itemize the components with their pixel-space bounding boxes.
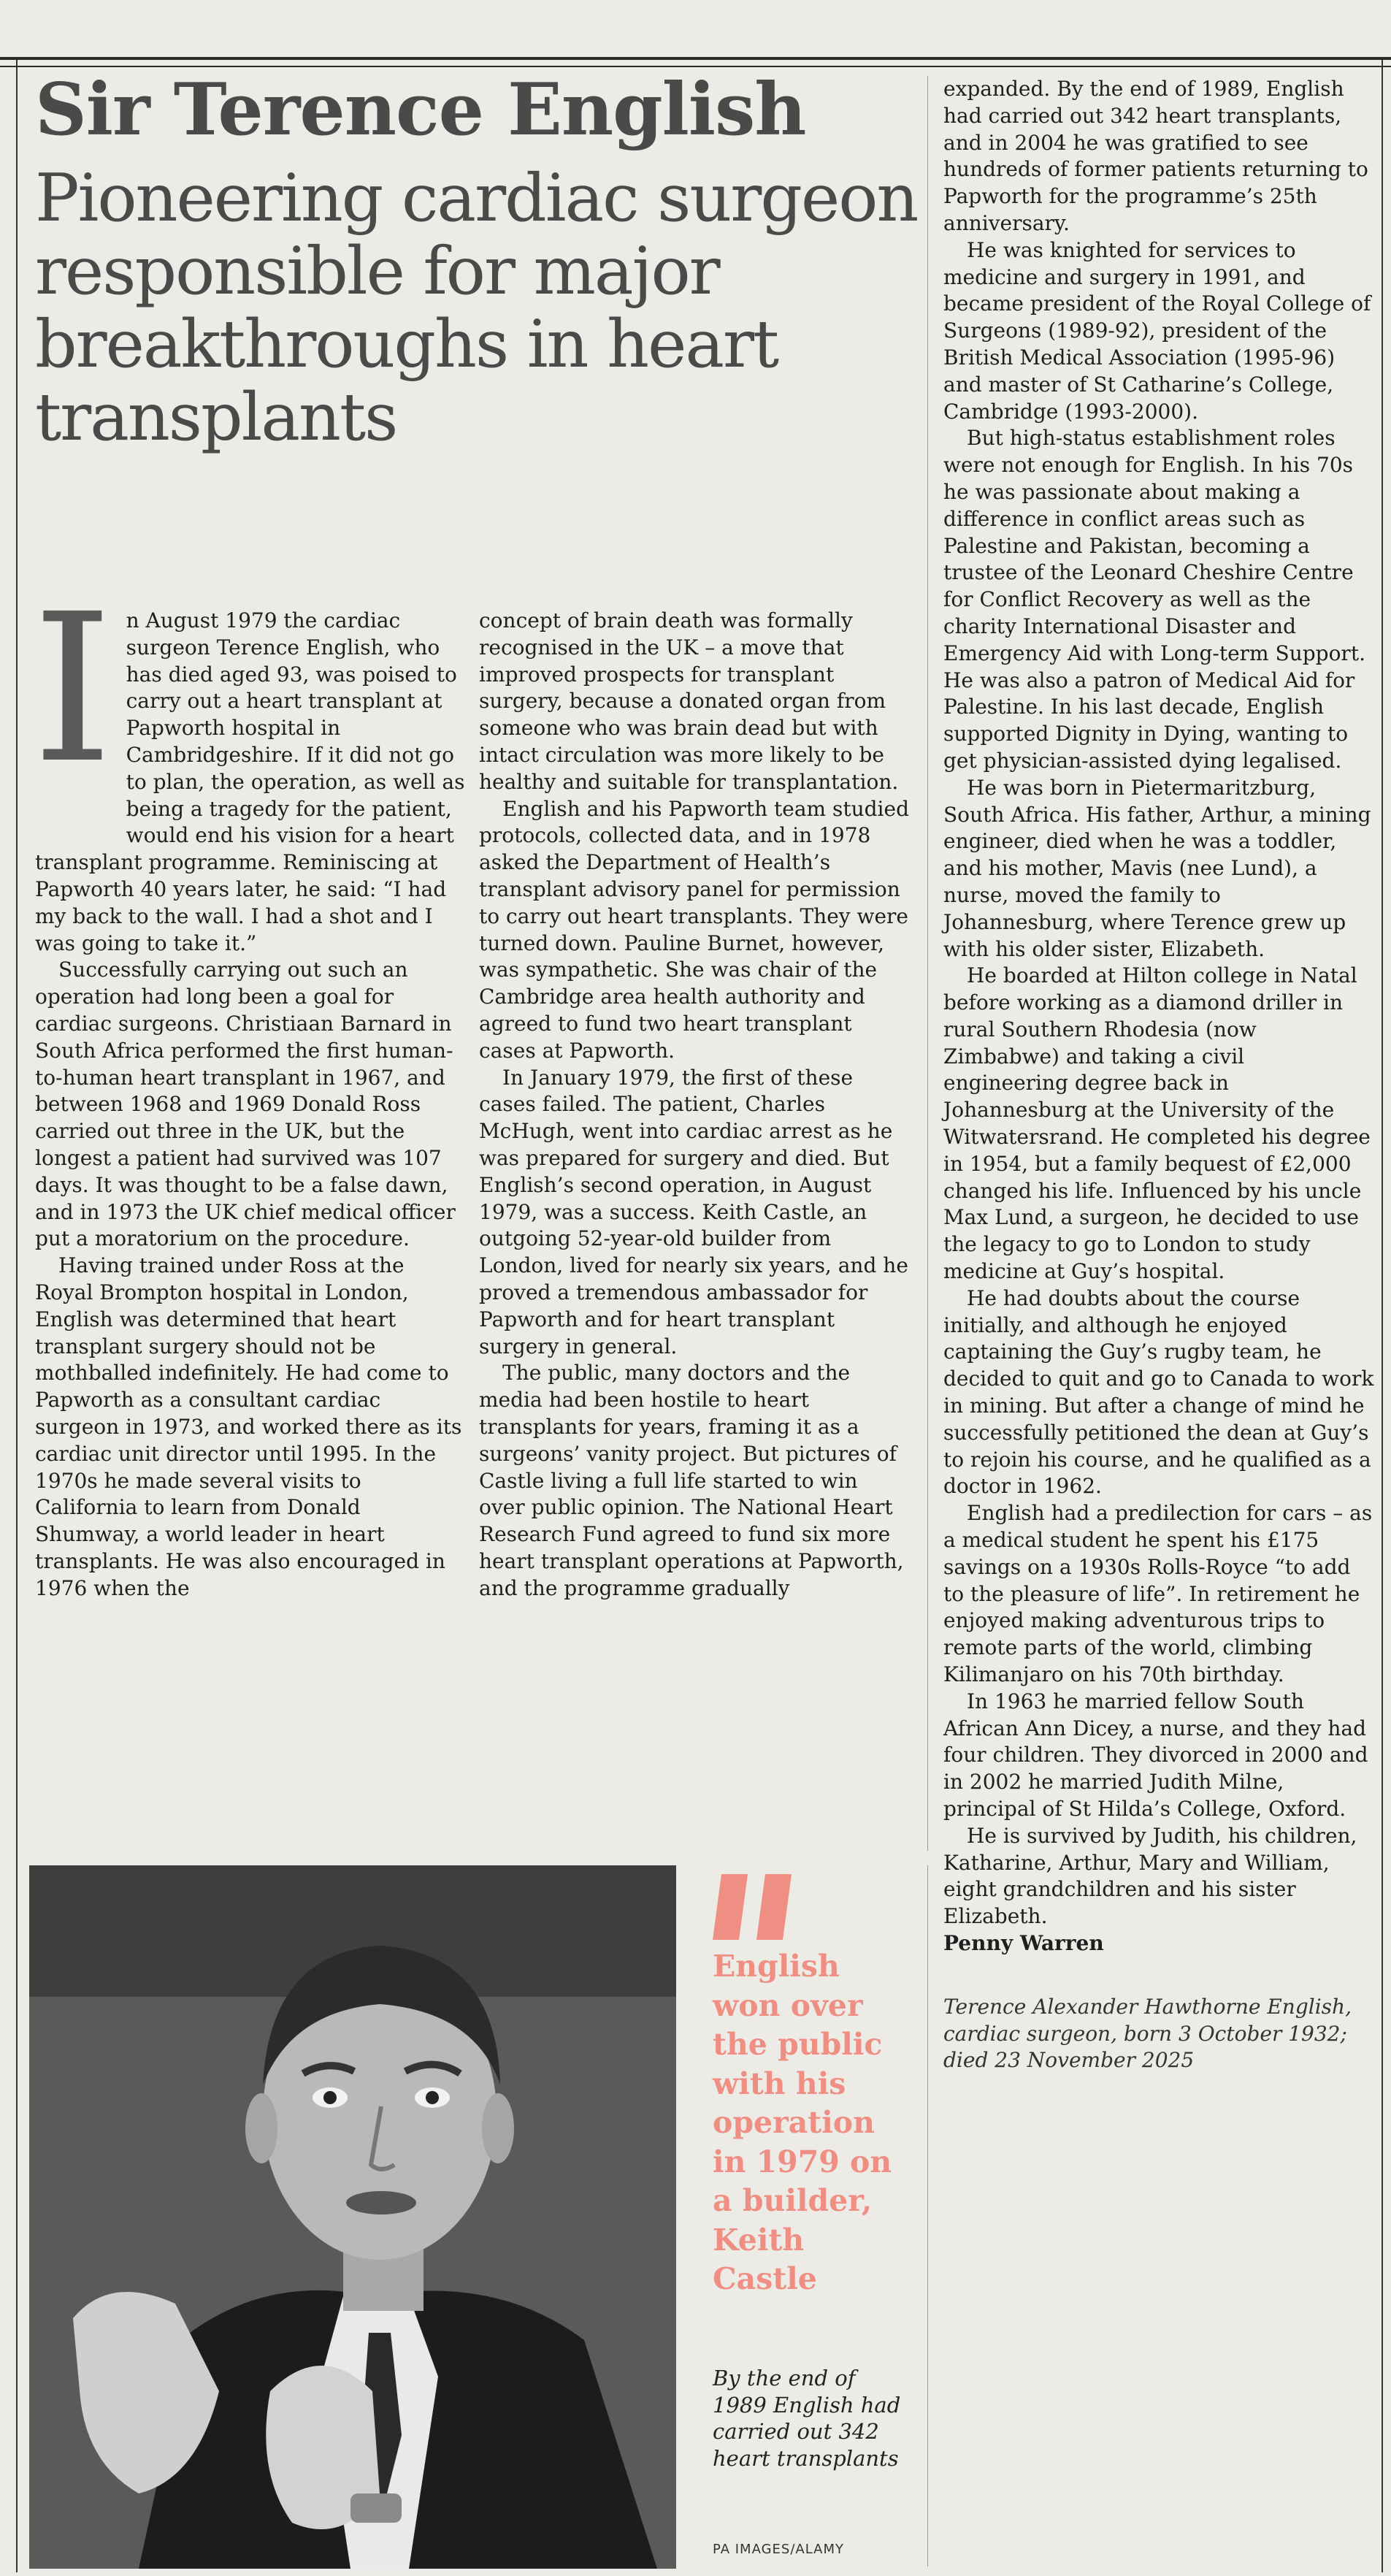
- byline: Penny Warren: [943, 1930, 1104, 1955]
- pull-quote: English won over the public with his operation in 1979 on a builder, Keith Castle: [713, 1949, 892, 2296]
- body-paragraph: But high-status establishment roles were not enough for English. In his 70s he was passionate about making a difference in conflict areas such as Palestine and Pakistan, becoming a trustee of the Leonard Cheshire Centre for Conflict Recovery as well as the charity International Disaster and Emergency Aid with Long-term Support. He was also a patron of Medical Aid for Palestine. In his last decade, English supported Dignity in Dying, wanting to get physician-assisted dying legalised.: [943, 426, 1365, 773]
- top-rule: [0, 57, 1391, 60]
- right-margin-rule: [1382, 60, 1383, 2572]
- article-column-1: [32, 570, 466, 1602]
- drop-cap: I: [32, 570, 113, 809]
- obituary-headline: Pioneering cardiac surgeon responsible for major breakthroughs in heart transplants: [35, 160, 918, 456]
- photo-caption: By the end of 1989 English had carried out 342 heart transplants: [713, 2366, 901, 2471]
- lead-paragraph: [32, 570, 466, 957]
- body-paragraph: He was knighted for services to medicine and surgery in 1991, and became president of the Royal College of Surgeons (1989-92), president of the British Medical Association (1995-96) and master of St Catharine’s College, Cambridge (1993-2000).: [943, 237, 1371, 424]
- body-paragraph: Successfully carrying out such an operation had long been a goal for cardiac surgeons. Christiaan Barnard in South Africa performed the first human-to-human heart transplant in 1967, and between 1968 and 1969 Donald Ross carried out three in the UK, but the longest a patient had survived was 107 days. It was thought to be a false dawn, and in 1973 the UK chief medical officer put a moratorium on the procedure.: [35, 958, 456, 1251]
- body-paragraph: English and his Papworth team studied protocols, collected data, and in 1978 asked the Department of Health’s transplant advisory panel for permission to carry out heart transplants. They were turned down. Pauline Burnet, however, was sympathetic. She was chair of the Cambridge area health authority and agreed to fund two heart transplant cases at Papworth.: [479, 796, 910, 1063]
- body-paragraph: He had doubts about the course initially, and although he enjoyed captaining the Guy’s rugby team, he decided to quit and go to Canada to work in mining. But after a change of mind he successfully petitioned the dean at Guy’s to rejoin his course, and he qualified as a doctor in 1962.: [943, 1285, 1374, 1499]
- body-paragraph: Having trained under Ross at the Royal Brompton hospital in London, English was determined that heart transplant surgery should not be mothballed indefinitely. He had come to Papworth as a consultant cardiac surgeon in 1973, and worked there as its cardiac unit director until 1995. In the 1970s he made several visits to California to learn from Donald Shumway, a world leader in heart transplants. He was also encouraged in 1976 when the: [35, 1253, 462, 1600]
- lead-text: n August 1979 the cardiac surgeon Terence English, who has died aged 93, was poised to carry out a heart transplant at Papworth hospital in Cambridgeshire. If it did not go to plan, the operation, as well as being a tragedy for the patient, would end his vision for a heart transplant programme. Reminiscing at Papworth 40 years later, he said: “I had my back to the wall. I had a shot and I was going to take it.”: [35, 608, 465, 955]
- article-column-2: [479, 608, 910, 1602]
- portrait-photo: [29, 1865, 676, 2569]
- body-paragraph: In January 1979, the first of these cases failed. The patient, Charles McHugh, went into cardiac arrest as he was prepared for surgery and died. But English’s second operation, in August 1979, was a success. Keith Castle, an outgoing 52-year-old builder from London, lived for nearly six years, and he proved a tremendous ambassador for Papworth and for heart transplant surgery in general.: [479, 1065, 908, 1358]
- column-divider-lower: [927, 1865, 928, 2567]
- left-margin-rule: [16, 60, 18, 2572]
- body-paragraph: He was born in Pietermaritzburg, South Africa. His father, Arthur, a mining engineer, died when he was a toddler, and his mother, Mavis (nee Lund), a nurse, moved the family to Johannesburg, where Terence grew up with his older sister, Elizabeth.: [943, 775, 1371, 961]
- top-rule-thin: [0, 66, 1391, 67]
- body-paragraph: In 1963 he married fellow South African Ann Dicey, a nurse, and they had four children. They divorced in 2000 and in 2002 he married Judith Milne, principal of St Hilda’s College, Oxford.: [943, 1689, 1368, 1821]
- quote-mark-icon: [707, 1867, 809, 1947]
- column-divider: [927, 76, 928, 1851]
- body-paragraph: expanded. By the end of 1989, English had carried out 342 heart transplants, and in 2004 he was gratified to see hundreds of former patients returning to Papworth for the programme’s 25th anniversary.: [943, 77, 1368, 235]
- sign-off: Terence Alexander Hawthorne English, cardiac surgeon, born 3 October 1932; died 23 November 2025: [943, 1994, 1352, 2073]
- photo-credit: PA IMAGES/ALAMY: [713, 2542, 844, 2557]
- body-paragraph: The public, many doctors and the media had been hostile to heart transplants for years, framing it as a surgeons’ vanity project. But pictures of Castle living a full life started to win over public opinion. The National Heart Research Fund agreed to fund six more heart transplant operations at Papworth, and the programme gradually: [479, 1361, 904, 1600]
- body-paragraph: concept of brain death was formally recognised in the UK – a move that improved prospects for transplant surgery, because a donated organ from someone who was brain dead but with intact circulation was more likely to be healthy and suitable for transplantation.: [479, 608, 899, 794]
- body-paragraph: He is survived by Judith, his children, Katharine, Arthur, Mary and William, eight grandchildren and his sister Elizabeth.: [943, 1823, 1357, 1929]
- article-column-3: [943, 76, 1374, 2074]
- body-paragraph: English had a predilection for cars – as a medical student he spent his £175 savings on a 1930s Rolls-Royce “to add to the pleasure of life”. In retirement he enjoyed making adventurous trips to remote parts of the world, climbing Kilimanjaro on his 70th birthday.: [943, 1501, 1373, 1687]
- body-paragraph: He boarded at Hilton college in Natal before working as a diamond driller in rural Southern Rhodesia (now Zimbabwe) and taking a civil engineering degree back in Johannesburg at the University of the Witwatersrand. He completed his degree in 1954, but a family bequest of £2,000 changed his life. Influenced by his uncle Max Lund, a surgeon, he decided to use the legacy to go to London to study medicine at Guy’s hospital.: [943, 963, 1371, 1284]
- portrait-illustration: [29, 1865, 676, 2569]
- obituary-name: Sir Terence English: [35, 68, 806, 152]
